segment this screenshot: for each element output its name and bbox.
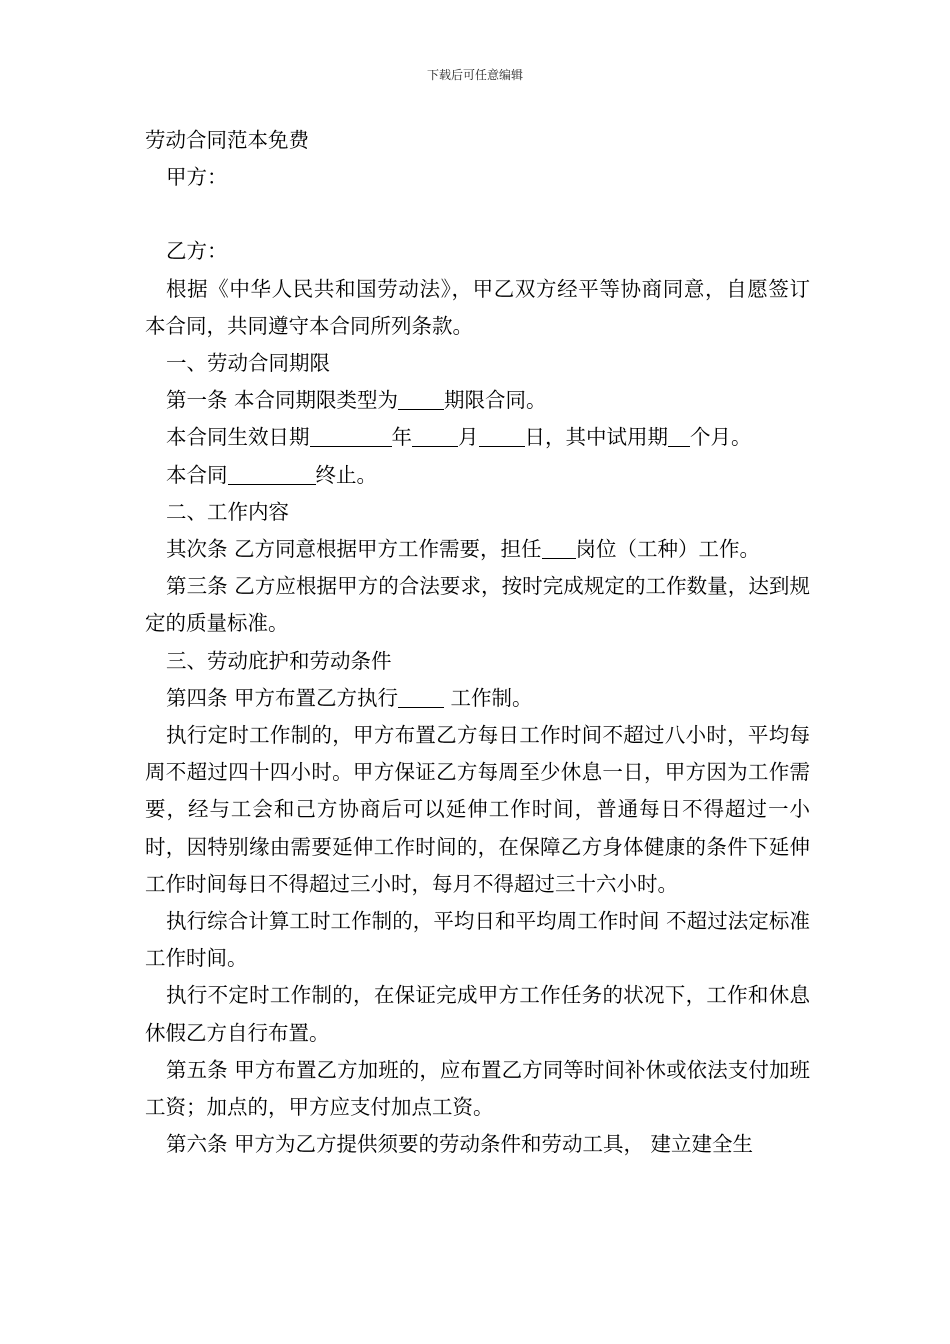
- article-6: 第六条 甲方为乙方提供须要的劳动条件和劳动工具， 建立建全生: [166, 1132, 754, 1157]
- article-1-text-before: 第一条 本合同期限类型为: [166, 388, 399, 413]
- fixed-hours-paragraph: 执行定时工作制的，甲方布置乙方每日工作时间不超过八小时，平均每周不超过四十四小时。甲方保证乙方每周至少休息一日，甲方因为工作需要，经与工会和己方协商后可以延伸工作时间，普通每日不得超过一小时，因特别缘由需要延伸工作时间的，在保障乙方身体健康的条件下延伸工作时间每日不得超过三小时，每月不得超过三十六小时。: [145, 723, 810, 896]
- document-title: 劳动合同范本免费: [145, 128, 309, 152]
- article-2-text-after: 岗位（工种）工作。: [575, 537, 761, 562]
- position-blank: [542, 536, 576, 559]
- article-4: [145, 680, 810, 717]
- article-5: 第五条 甲方布置乙方加班的，应布置乙方同等时间补休或依法支付加班工资；加点的，甲方应支付加点工资。: [145, 1057, 810, 1120]
- article-1-text-after: 期限合同。: [444, 388, 547, 413]
- header-note: 下载后可任意编辑: [426, 68, 523, 82]
- day-blank: [479, 424, 525, 447]
- comprehensive-hours-paragraph: 执行综合计算工时工作制的，平均日和平均周工作时间 不超过法定标准工作时间。: [145, 909, 810, 971]
- termination-suffix: 终止。: [315, 462, 377, 487]
- contract-type-blank: [398, 387, 444, 410]
- section-1-heading: 一、劳动合同期限: [166, 351, 330, 376]
- work-system-blank: [398, 685, 444, 708]
- termination-line: [145, 457, 810, 494]
- termination-blank: [228, 462, 316, 485]
- document-body: [145, 122, 810, 1163]
- article-2-text-before: 其次条 乙方同意根据甲方工作需要，担任: [166, 537, 542, 562]
- flexible-hours-paragraph: 执行不定时工作制的，在保证完成甲方工作任务的状况下，工作和休息休假乙方自行布置。: [145, 983, 810, 1045]
- article-4-text-after: 工作制。: [444, 685, 533, 710]
- section-2-heading: 二、工作内容: [166, 499, 289, 524]
- party-b-label: 乙方：: [166, 239, 228, 264]
- article-4-text-before: 第四条 甲方布置乙方执行: [166, 685, 399, 710]
- article-2: [145, 531, 810, 568]
- party-a-label: 甲方：: [166, 165, 228, 190]
- year-blank: [310, 424, 392, 447]
- section-3-heading: 三、劳动庇护和劳动条件: [166, 648, 392, 673]
- effective-date-label: 本合同生效日期: [166, 425, 310, 450]
- termination-label: 本合同: [166, 462, 228, 487]
- months-label: 个月。: [690, 425, 752, 450]
- preamble-paragraph: 根据《中华人民共和国劳动法》，甲乙双方经平等协商同意，自愿签订本合同，共同遵守本合同所列条款。: [145, 276, 810, 338]
- article-3: 第三条 乙方应根据甲方的合法要求，按时完成规定的工作数量，达到规定的质量标准。: [145, 574, 810, 636]
- month-label: 月: [458, 425, 479, 450]
- party-a-blank-space: [145, 196, 810, 233]
- article-1: [145, 382, 810, 419]
- probation-months-blank: [668, 424, 690, 447]
- month-blank: [412, 424, 458, 447]
- day-probation-label: 日，其中试用期: [524, 425, 668, 450]
- year-label: 年: [391, 425, 412, 450]
- effective-date-line: [145, 419, 810, 456]
